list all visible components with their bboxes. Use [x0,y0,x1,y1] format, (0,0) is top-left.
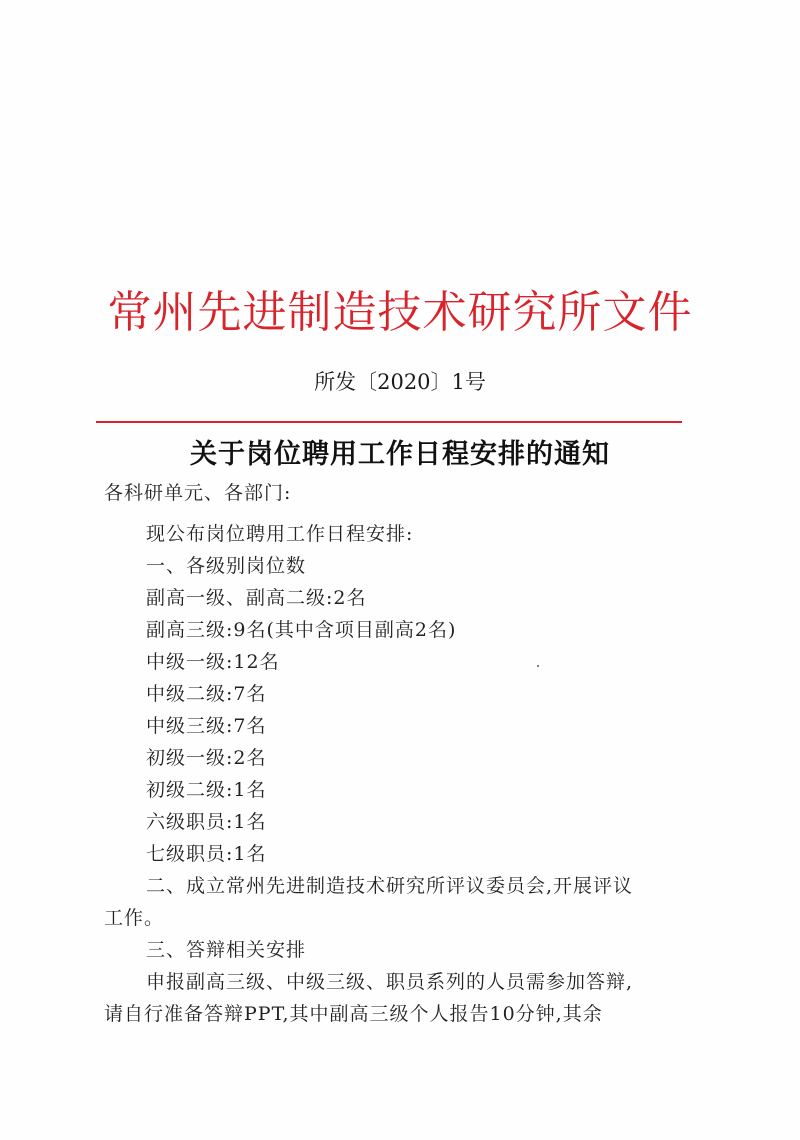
org-header-title: 常州先进制造技术研究所文件 [107,287,693,338]
intro-paragraph: 现公布岗位聘用工作日程安排: [146,523,414,545]
scan-speck [537,665,539,667]
section-1-heading: 一、各级别岗位数 [146,555,307,577]
notice-title: 关于岗位聘用工作日程安排的通知 [190,439,610,470]
position-count-item: 初级一级:2名 [146,747,267,769]
section-3-line-1: 申报副高三级、中级三级、职员系列的人员需参加答辩, [146,971,634,993]
position-count-item: 中级三级:7名 [146,715,267,737]
section-2-line-2: 工作。 [104,907,165,929]
red-divider-line [96,421,682,423]
document-number: 所发〔2020〕1号 [314,370,486,394]
position-count-item: 副高一级、副高二级:2名 [146,587,367,609]
position-count-item: 中级二级:7名 [146,683,267,705]
position-count-item: 七级职员:1名 [146,843,267,865]
addressee: 各科研单元、各部门: [104,482,292,504]
section-3-heading: 三、答辩相关安排 [146,939,307,961]
section-3-line-2: 请自行准备答辩PPT,其中副高三级个人报告10分钟,其余 [104,1003,603,1025]
position-count-item: 六级职员:1名 [146,811,267,833]
position-count-item: 中级一级:12名 [146,651,280,673]
section-2-line-1: 二、成立常州先进制造技术研究所评议委员会,开展评议 [146,875,634,897]
position-count-item: 初级二级:1名 [146,779,267,801]
position-count-item: 副高三级:9名(其中含项目副高2名) [146,619,457,641]
